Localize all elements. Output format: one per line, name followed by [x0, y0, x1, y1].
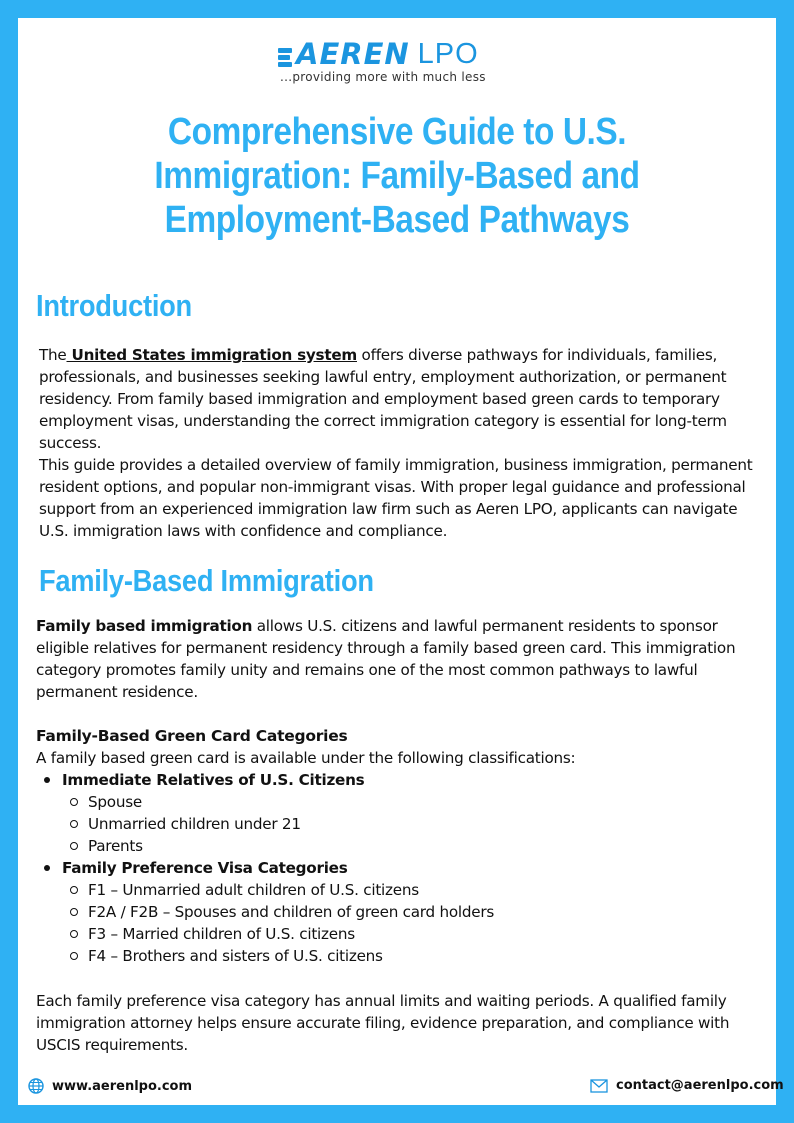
circle-bullet-icon [70, 908, 78, 916]
intro-prefix: The [39, 346, 67, 364]
item-text: Parents [88, 837, 143, 855]
closing-paragraph: Each family preference visa category has annual limits and waiting periods. A qualified family immigration attorney helps ensure accurate filing, evidence preparation, and compliance with USCIS requirements. [36, 992, 730, 1054]
family-paragraph [36, 615, 764, 703]
email-link[interactable]: contact@aerenlpo.com [616, 1078, 784, 1093]
list-item [62, 923, 734, 945]
page-title: Comprehensive Guide to U.S. Immigration: Family-Based and Employment-Based Pathways [154, 111, 640, 241]
footer-website[interactable] [28, 1078, 192, 1094]
sub-list [62, 879, 734, 967]
list-item [62, 791, 734, 813]
item-text: F1 – Unmarried adult children of U.S. citizens [88, 881, 419, 899]
item-text: Spouse [88, 793, 142, 811]
introduction-heading: Introduction [36, 288, 192, 323]
logo-tagline: ...providing more with much less [280, 70, 486, 84]
item-text: F2A / F2B – Spouses and children of green card holders [88, 903, 495, 921]
item-text: Unmarried children under 21 [88, 815, 301, 833]
circle-bullet-icon [70, 952, 78, 960]
list-item [62, 879, 734, 901]
logo-suffix: LPO [417, 38, 479, 70]
globe-icon [28, 1078, 44, 1094]
item-text: F3 – Married children of U.S. citizens [88, 925, 355, 943]
circle-bullet-icon [70, 798, 78, 806]
categories-list [34, 769, 734, 967]
circle-bullet-icon [70, 842, 78, 850]
circle-bullet-icon [70, 886, 78, 894]
company-logo[interactable] [278, 37, 538, 106]
list-item [62, 945, 734, 967]
intro-rest: offers diverse pathways for individuals, families, professionals, and businesses seeking lawful entry, employment authorization, or permanent residency. From family based immigration and employment based green cards to temporary employment visas, understanding the correct immigration category is essential for long-term success. [39, 346, 727, 452]
circle-bullet-icon [70, 820, 78, 828]
intro-paragraph-1 [39, 344, 767, 454]
family-paragraph-rest: allows U.S. citizens and lawful permanent residents to sponsor eligible relatives for permanent residency through a family based green card. This immigration category promotes family unity and remains one of the most common pathways to lawful permanent residence. [36, 617, 736, 701]
group-label: Immediate Relatives of U.S. Citizens [62, 771, 365, 789]
group-label: Family Preference Visa Categories [62, 859, 348, 877]
sub-list [62, 791, 734, 857]
list-item [62, 835, 734, 857]
circle-bullet-icon [70, 930, 78, 938]
mail-icon [590, 1079, 608, 1093]
family-bold-term: Family based immigration [36, 617, 253, 635]
list-item [62, 901, 734, 923]
intro-paragraph-2: This guide provides a detailed overview of family immigration, business immigration, permanent resident options, and popular non-immigrant visas. With proper legal guidance and professional support from an experienced immigration law firm such as Aeren LPO, applicants can navigate U.S. immigration laws with confidence and compliance. [39, 456, 753, 540]
categories-intro: A family based green card is available under the following classifications: [36, 749, 576, 767]
immigration-system-link[interactable]: United States immigration system [66, 346, 357, 364]
logo-brand: AEREN [296, 37, 410, 71]
page [18, 18, 784, 1105]
speed-lines-icon [278, 46, 294, 68]
bullet-icon [44, 865, 50, 871]
list-item [34, 769, 734, 857]
categories-heading: Family-Based Green Card Categories [36, 727, 348, 745]
list-item [62, 813, 734, 835]
website-link[interactable]: www.aerenlpo.com [52, 1078, 193, 1094]
family-heading: Family-Based Immigration [39, 563, 374, 598]
item-text: F4 – Brothers and sisters of U.S. citizens [88, 947, 383, 965]
bullet-icon [44, 777, 50, 783]
footer-email[interactable] [590, 1078, 784, 1093]
list-item [34, 857, 734, 967]
